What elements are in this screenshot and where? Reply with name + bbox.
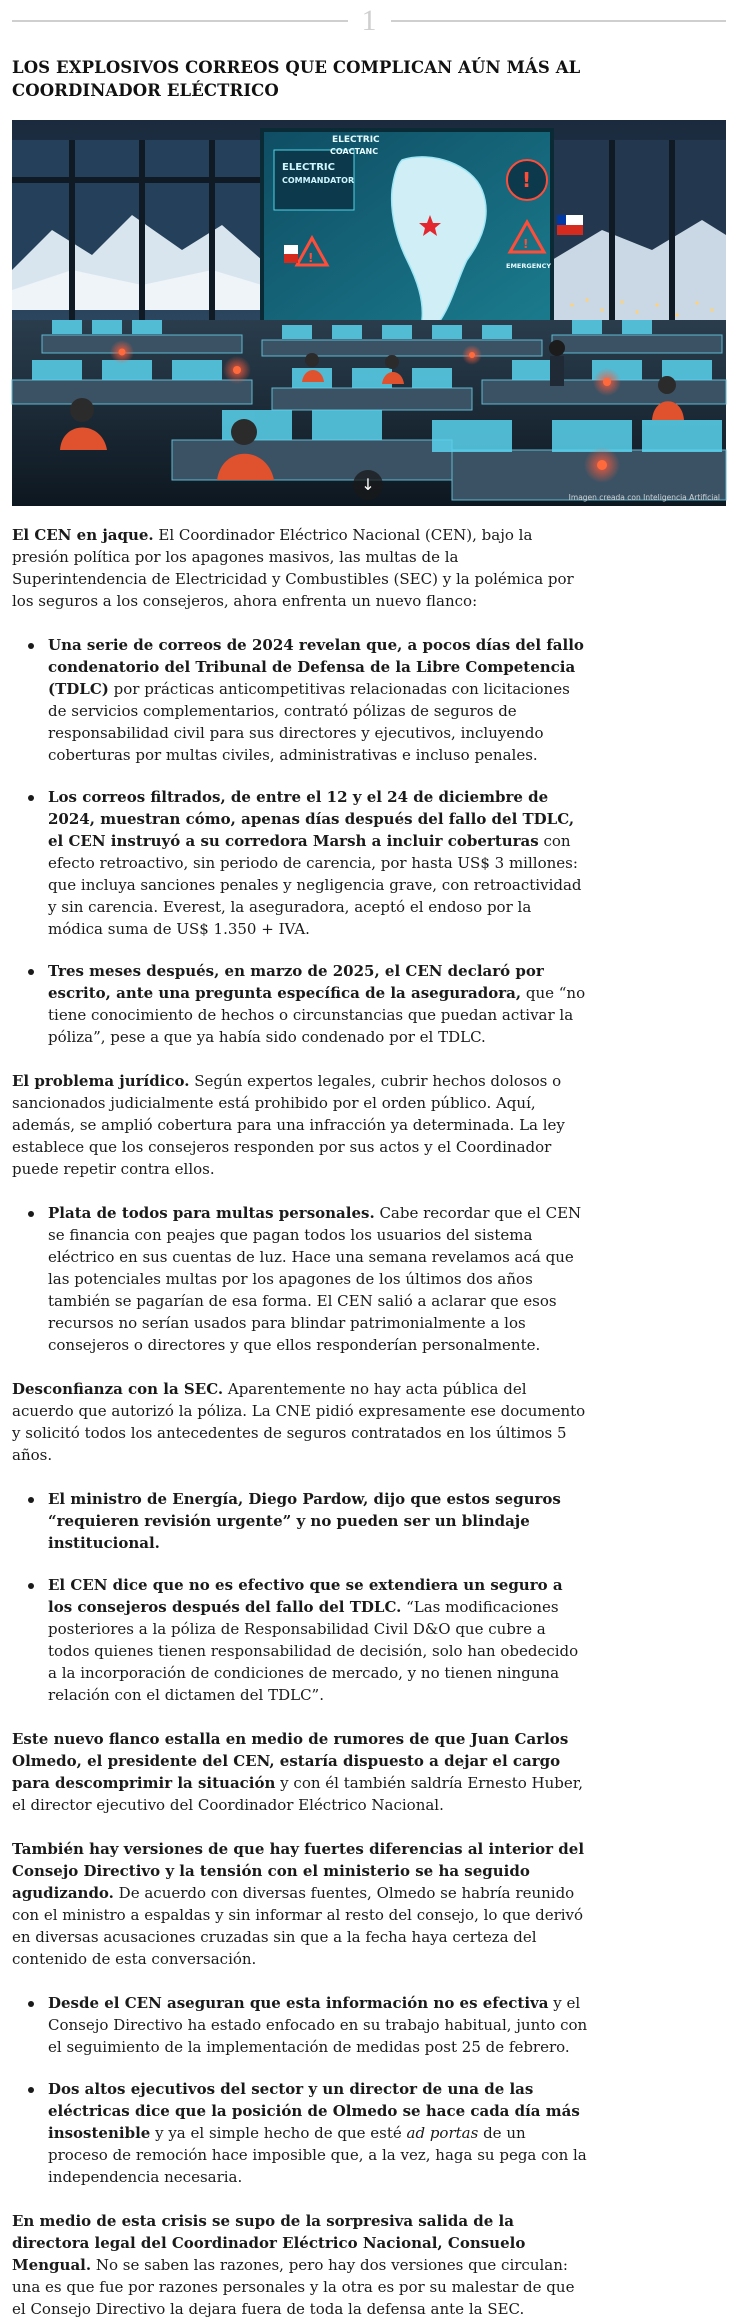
list-item xyxy=(12,960,588,1048)
screen-left-label-1: ELECTRIC xyxy=(282,162,335,173)
list-item-text: y ya el simple hecho de que esté xyxy=(150,2124,407,2142)
list-item-bold: Una serie de correos de 2024 revelan que, a pocos días del fallo condenatorio del Tribunal de Defensa de la Libre Competencia (TDLC) xyxy=(48,636,584,698)
paragraph-lead: También hay versiones de que hay fuertes diferencias al interior del Consejo Directivo y la tensión con el ministerio se ha seguido agudizando. xyxy=(12,1840,585,1902)
list-item-text: con efecto retroactivo, sin periodo de carencia, por hasta US$ 3 millones: que incluya sanciones penales y negligencia grave, con retroactividad y sin carencia. Everest, la aseguradora, aceptó el endoso por la módica suma de US$ 1.350 + IVA. xyxy=(48,832,582,938)
list-item-text: por prácticas anticompetitivas relacionadas con licitaciones de servicios complementarios, contrató pólizas de seguros de responsabilidad civil para sus directores y ejecutivos, incluyendo coberturas por multas civiles, administrativas e incluso penales. xyxy=(48,680,570,764)
list-item-bold: Plata de todos para multas personales. xyxy=(48,1204,375,1222)
svg-text:!: ! xyxy=(523,237,529,251)
list-item-bold: El CEN dice que no es efectivo que se extendiera un seguro a los consejeros después del fallo del TDLC. xyxy=(48,1576,563,1616)
list-item-text-tail: de un proceso de remoción hace imposible que, a la vez, haga su pega con la independencia necesaria. xyxy=(48,2124,587,2186)
bullet-list-olmedo xyxy=(12,1992,588,2188)
paragraph-problema-juridico xyxy=(12,1070,588,1180)
bullet-list-ministro xyxy=(12,1488,588,1706)
list-item xyxy=(12,1992,588,2058)
list-item xyxy=(12,2078,588,2188)
headline: LOS EXPLOSIVOS CORREOS QUE COMPLICAN AÚN MÁS AL COORDINADOR ELÉCTRICO xyxy=(12,58,581,100)
list-item-bold: Dos altos ejecutivos del sector y un director de una de las eléctricas dice que la posición de Olmedo se hace cada día más insostenible xyxy=(48,2080,580,2142)
paragraph-nuevo-flanco xyxy=(12,1728,588,1816)
list-item-bold: Desde el CEN aseguran que esta información no es efectiva xyxy=(48,1994,549,2012)
paragraph-desconfianza-sec xyxy=(12,1378,588,1466)
control-room-illustration xyxy=(12,120,726,506)
list-item xyxy=(12,786,588,940)
svg-text:!: ! xyxy=(522,168,532,192)
paragraph-text: No se saben las razones, pero hay dos versiones que circulan: una es que fue por razones personales y la otra es por su malestar de que el Consejo Directivo la dejara fuera de toda la defensa ante la SEC. xyxy=(12,2256,575,2318)
paragraph-salida-directora xyxy=(12,2210,588,2320)
divider-line-right xyxy=(391,20,727,22)
paragraph-lead: Desconfianza con la SEC. xyxy=(12,1380,224,1398)
hero-image xyxy=(12,120,726,506)
list-item-bold: El ministro de Energía, Diego Pardow, dijo que estos seguros “requieren revisión urgente” y no pueden ser un blindaje institucional. xyxy=(48,1490,561,1552)
paragraph-cen-en-jaque xyxy=(12,524,588,612)
list-item xyxy=(12,1488,588,1554)
paragraph-diferencias-consejo xyxy=(12,1838,588,1970)
paragraph-text: Aparentemente no hay acta pública del acuerdo que autorizó la póliza. La CNE pidió expresamente ese documento y solicitó todos los antecedentes de seguros contratados en los últimos 5 años. xyxy=(12,1380,586,1464)
paragraph-text: El Coordinador Eléctrico Nacional (CEN), bajo la presión política por los apagones masivos, las multas de la Superintendencia de Electricidad y Combustibles (SEC) y la polémica por los seguros a los consejeros, ahora enfrenta un nuevo flanco: xyxy=(12,526,574,610)
svg-text:!: ! xyxy=(308,251,314,265)
list-item-bold: Tres meses después, en marzo de 2025, el CEN declaró por escrito, ante una pregunta específica de la aseguradora, xyxy=(48,962,544,1002)
list-item-italic: ad portas xyxy=(406,2124,479,2142)
paragraph-text: y con él también saldría Ernesto Huber, el director ejecutivo del Coordinador Eléctrico Nacional. xyxy=(12,1774,584,1814)
article-body xyxy=(12,524,588,2320)
list-item-bold: Los correos filtrados, de entre el 12 y el 24 de diciembre de 2024, muestran cómo, apenas días después del fallo del TDLC, el CEN instruyó a su corredora Marsh a incluir coberturas xyxy=(48,788,575,850)
paragraph-text: De acuerdo con diversas fuentes, Olmedo se habría reunido con el ministro a espaldas y sin informar al resto del consejo, lo que derivó en diversas acusaciones cruzadas sin que a la fecha haya certeza del contenido de esta conversación. xyxy=(12,1884,584,1968)
section-number: 1 xyxy=(361,4,377,37)
bullet-list-multas xyxy=(12,1202,588,1356)
paragraph-text: Según expertos legales, cubrir hechos dolosos o sancionados judicialmente está prohibido por el orden público. Aquí, además, se amplió cobertura para una infracción ya determinada. La ley establece que los consejeros responden por sus actos y el Coordinador puede repetir contra ellos. xyxy=(12,1072,565,1178)
emergency-label: EMERGENCY xyxy=(506,262,552,270)
download-icon[interactable]: ↓ xyxy=(353,470,383,500)
section-divider xyxy=(12,0,726,42)
list-item-text: “Las modificaciones posteriores a la póliza de Responsabilidad Civil D&O que cubre a todos quienes tienen responsabilidad de decisión, solo han obedecido a la incorporación de condiciones de mercado, y no tienen ninguna relación con el dictamen del TDLC”. xyxy=(48,1598,579,1704)
screen-top-label-2: COACTANC xyxy=(330,147,379,156)
list-item-text: Cabe recordar que el CEN se financia con peajes que pagan todos los usuarios del sistema eléctrico en sus cuentas de luz. Hace una semana revelamos acá que las potenciales multas por los apagones de los últimos dos años también se pagarían de esa forma. El CEN salió a aclarar que esos recursos no serían usados para blindar patrimonialmente a los consejeros o directores y que ellos responderían personalmente. xyxy=(48,1204,582,1354)
paragraph-lead: En medio de esta crisis se supo de la sorpresiva salida de la directora legal del Coordinador Eléctrico Nacional, Consuelo Mengual. xyxy=(12,2212,526,2274)
list-item xyxy=(12,1202,588,1356)
paragraph-lead: Este nuevo flanco estalla en medio de rumores de que Juan Carlos Olmedo, el presidente del CEN, estaría dispuesto a dejar el cargo para descomprimir la situación xyxy=(12,1730,569,1792)
divider-line-left xyxy=(12,20,348,22)
image-credit: Imagen creada con Inteligencia Artificial xyxy=(568,493,720,502)
screen-top-label-1: ELECTRIC xyxy=(332,135,380,145)
paragraph-lead: El CEN en jaque. xyxy=(12,526,154,544)
list-item-text: y el Consejo Directivo ha estado enfocado en su trabajo habitual, junto con el seguimiento de la implementación de medidas post 25 de febrero. xyxy=(48,1994,588,2056)
list-item xyxy=(12,1574,588,1706)
paragraph-lead: El problema jurídico. xyxy=(12,1072,190,1090)
bullet-list-correos xyxy=(12,634,588,1048)
list-item-text: que “no tiene conocimiento de hechos o circunstancias que puedan activar la póliza”, pese a que ya había sido condenado por el TDLC. xyxy=(48,984,586,1046)
screen-left-label-2: COMMANDATOR xyxy=(282,176,355,185)
list-item xyxy=(12,634,588,766)
